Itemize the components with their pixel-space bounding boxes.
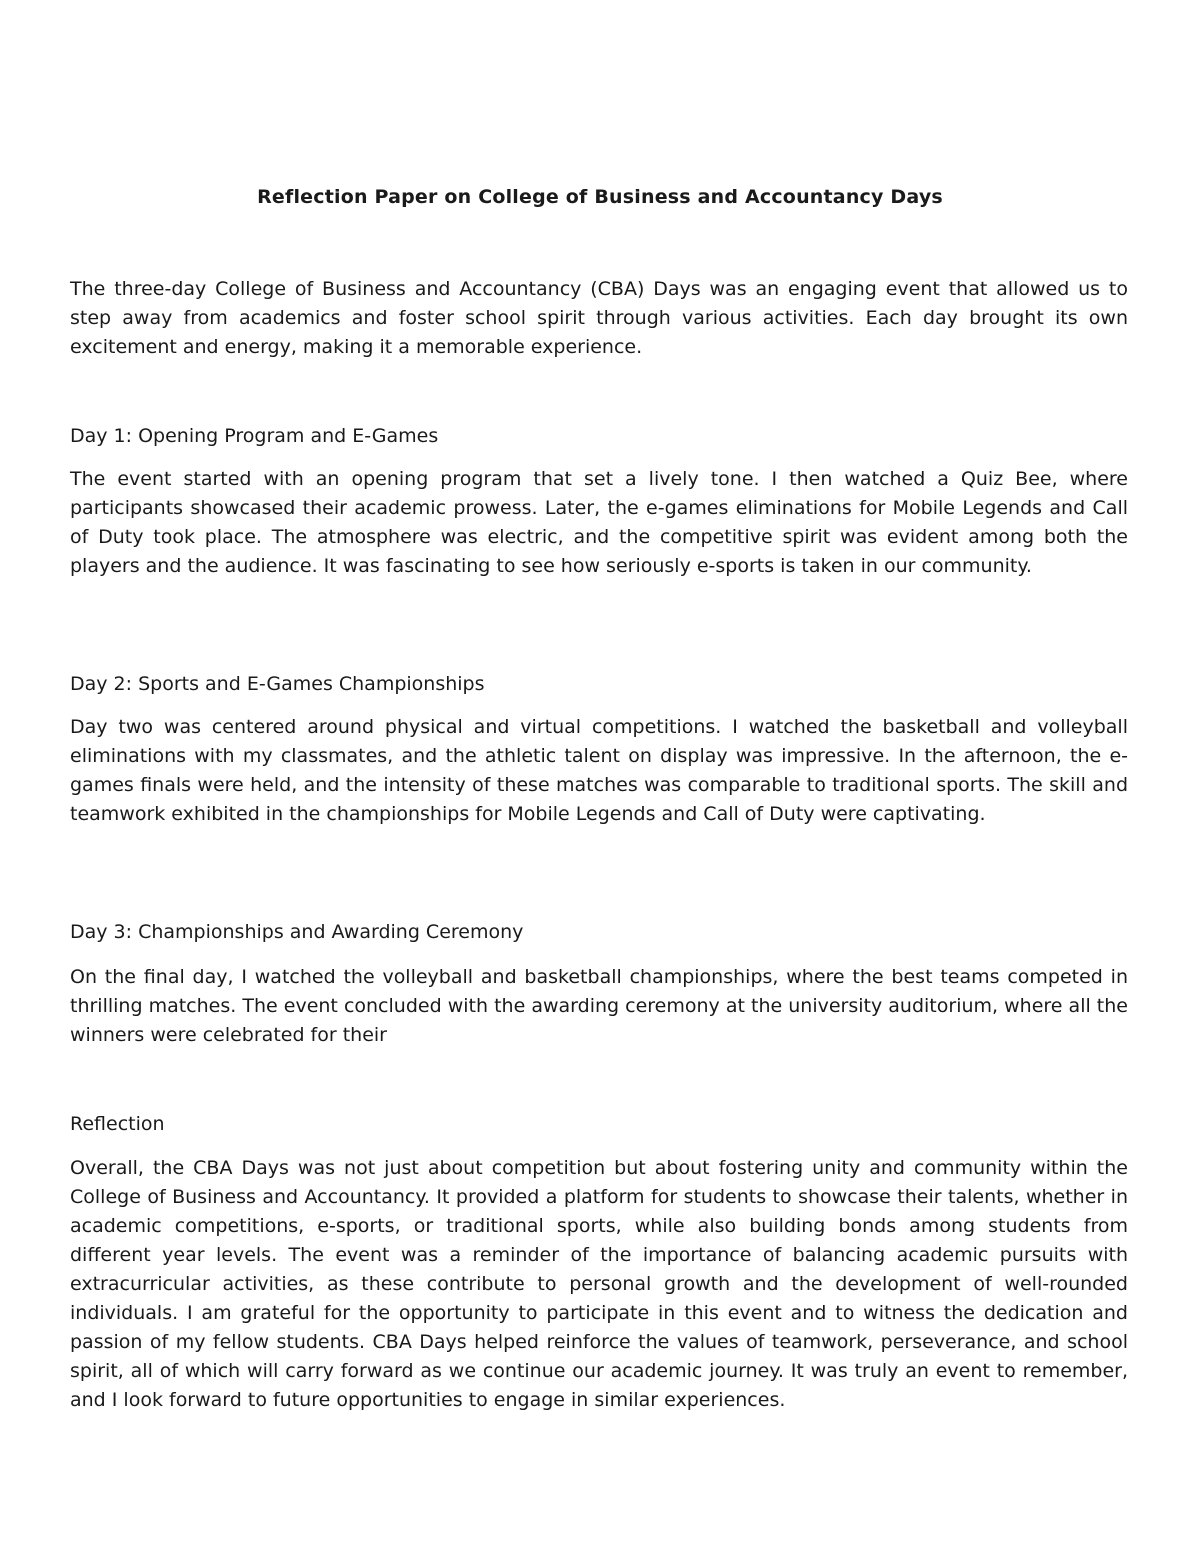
section-body-day-3: On the final day, I watched the volleyball and basketball championships, where the best teams competed in thrilling matches. The event concluded with the awarding ceremony at the university auditorium, where all the winners were celebrated for their (70, 966, 1128, 1046)
document-title: Reflection Paper on College of Business and Accountancy Days (257, 186, 943, 208)
section-heading-day-1: Day 1: Opening Program and E-Games (70, 425, 439, 447)
section-body-reflection: Overall, the CBA Days was not just about competition but about fostering unity and community within the College of Business and Accountancy. It provided a platform for students to showcase their talents, whether in academic competitions, e-sports, or traditional sports, while also building bonds among students from different year levels. The event was a reminder of the importance of balancing academic pursuits with extracurricular activities, as these contribute to personal growth and the development of well-rounded individuals. I am grateful for the opportunity to participate in this event and to witness the dedication and passion of my fellow students. CBA Days helped reinforce the values of teamwork, perseverance, and school spirit, all of which will carry forward as we continue our academic journey. It was truly an event to remember, and I look forward to future opportunities to engage in similar experiences. (70, 1157, 1128, 1411)
section-heading-day-2: Day 2: Sports and E-Games Championships (70, 673, 485, 695)
section-body-day-1: The event started with an opening program that set a lively tone. I then watched a Quiz Bee, where participants showcased their academic prowess. Later, the e-games eliminations for Mobile Legends and Call of Duty took place. The atmosphere was electric, and the competitive spirit was evident among both the players and the audience. It was fascinating to see how seriously e-sports is taken in our community. (70, 468, 1128, 577)
intro-paragraph: The three-day College of Business and Accountancy (CBA) Days was an engaging event that allowed us to step away from academics and foster school spirit through various activities. Each day brought its own excitement and energy, making it a memorable experience. (70, 278, 1128, 358)
section-body-day-2: Day two was centered around physical and virtual competitions. I watched the basketball and volleyball eliminations with my classmates, and the athletic talent on display was impressive. In the afternoon, the e-games finals were held, and the intensity of these matches was comparable to traditional sports. The skill and teamwork exhibited in the championships for Mobile Legends and Call of Duty were captivating. (70, 716, 1128, 825)
section-heading-reflection: Reflection (70, 1113, 165, 1135)
section-heading-day-3: Day 3: Championships and Awarding Ceremony (70, 921, 524, 943)
